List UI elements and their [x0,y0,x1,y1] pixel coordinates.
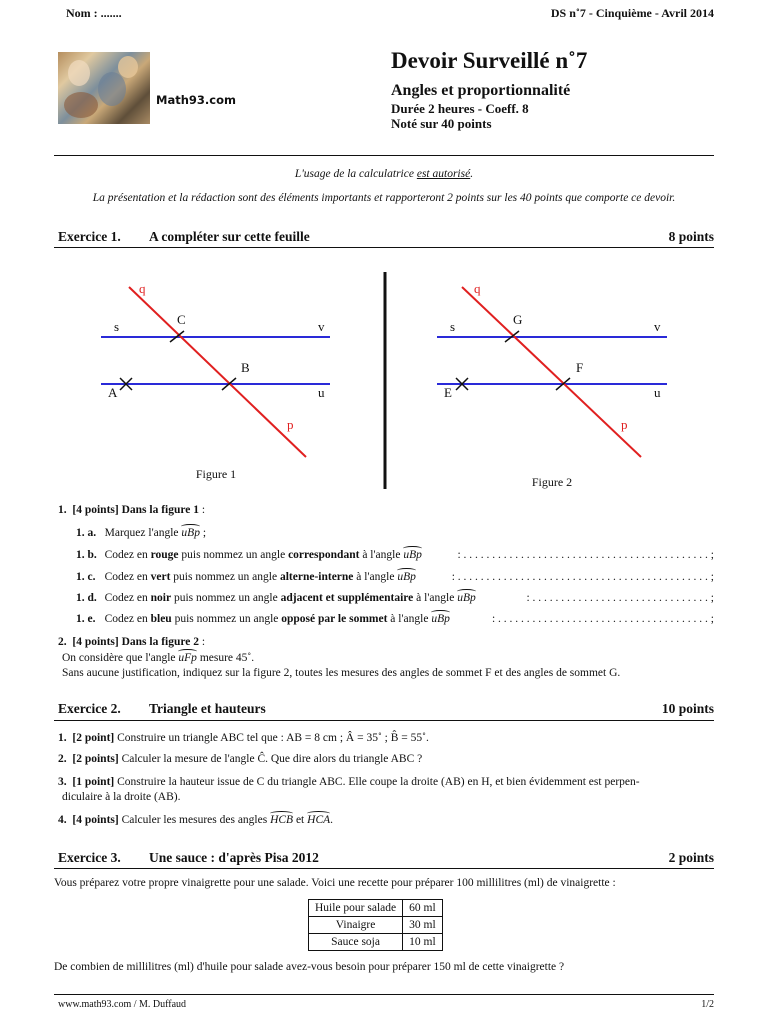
question2-header-suffix: : [199,636,206,648]
question1d-text: Codez en [104,592,151,604]
question2-line1-end: mesure 45˚. [196,652,255,664]
question1a [76,527,714,539]
exercise2-rule [54,720,714,721]
question1d-angle: uBp [457,592,476,604]
recipe-quantity: 60 ml [403,900,443,917]
exercise2-item4-text: Calculer les mesures des angles [118,814,271,826]
exam-duration: Durée 2 heures - Coeff. 8 [391,101,529,116]
exercise1-number: Exercice 1. [58,229,121,244]
exercise2-item3-number: 3. [58,776,67,788]
figure2-line-qp [462,287,641,457]
figure1-diagram [101,281,330,481]
exercise2-item1-text: Construire un triangle ABC tel que : AB = 8 cm ; Â = 35˚ ; B̂ = 55˚. [114,732,429,744]
figure2-label-s: s [450,319,456,334]
question1e-text3: à l'angle [387,613,432,625]
calculator-notice-end: . [470,168,474,180]
exercise2-item4-end: . [330,814,334,826]
question1a-label: 1. a. [76,527,97,539]
exercise2-item4-mid: et [293,814,308,826]
exercise3-intro: Vous préparez votre propre vinaigrette pour une salade. Voici une recette pour préparer 100 millilitres (ml) de vinaigrette : [54,877,616,889]
question2-line1 [62,652,254,664]
question1b-text: Codez en [104,549,151,561]
figure1-label-c: C [177,312,186,327]
exercise3-points: 2 points [668,850,714,865]
question1c-text3: à l'angle [353,571,398,583]
exercise2-item3-text: Construire la hauteur issue de C du triangle ABC. Elle coupe la droite (AB) en H, et bien évidemment est perpen- [114,776,640,788]
question1e-text2: puis nommez un angle [171,613,282,625]
question1d-answer-blank: : . . . . . . . . . . . . . . . . . . . . . . . . . . . . . . . ; [526,592,714,604]
question1b-color: rouge [150,549,179,561]
exercise2-item1-points: [2 point] [72,732,115,744]
question1d [76,592,714,604]
exercise1-question2 [58,636,714,648]
exercise2-item2 [58,753,714,765]
question1a-end: ; [199,527,207,539]
exercise2-item2-text: Calculer la mesure de l'angle Ĉ. Que dire alors du triangle ABC ? [118,753,423,765]
recipe-ingredient: Huile pour salade [309,900,403,917]
question1c-color: vert [150,571,171,583]
exercise3-rule [54,868,714,869]
exercise2-item4 [58,814,714,826]
exercise2-item1 [58,732,714,744]
exam-reference: DS n˚7 - Cinquième - Avril 2014 [550,6,714,20]
page-number: 1/2 [701,999,714,1010]
page-subtitle: Angles et proportionnalité [391,82,571,99]
exercise2-points: 10 points [661,701,714,716]
calculator-allowed-text: est autorisé [416,168,471,180]
figure1-label-b: B [241,360,250,375]
footer-credit: www.math93.com / M. Duffaud [58,999,187,1010]
recipe-quantity: 10 ml [403,934,443,951]
logo-text: Math93.com [156,93,236,107]
question1c-angle-type: alterne-interne [279,571,354,583]
question1e-color: bleu [150,613,172,625]
figure2-diagram [437,281,667,489]
presentation-notice: La présentation et la rédaction sont des éléments importants et rapporteront 2 points sur les 40 points que comporte ce devoir. [92,192,676,204]
table-row [309,900,443,917]
figure1-label-q: q [139,281,146,296]
question1d-color: noir [150,592,172,604]
exercise1-title: A compléter sur cette feuille [149,229,310,244]
exercise3-header [58,850,714,866]
figure2-label-p: p [621,417,628,432]
figure2-label-u: u [654,385,661,400]
question1b-answer-blank: : . . . . . . . . . . . . . . . . . . . . . . . . . . . . . . . . . . . . . . . . . . . ; [457,549,714,561]
exercise1-question1 [58,504,714,516]
figure2-label-g: G [513,312,523,327]
header-divider [54,155,714,156]
figure1-label-u: u [318,385,325,400]
exercise2-item4-number: 4. [58,814,67,826]
question2-number: 2. [58,636,67,648]
question1e [76,613,714,625]
exercise2-item4-angle1: HCB [270,814,294,826]
question1-number: 1. [58,504,67,516]
exercise3-question: De combien de millilitres (ml) d'huile pour salade avez-vous besoin pour préparer 150 ml de cette vinaigrette ? [54,961,565,973]
exercise2-item3-continued: diculaire à la droite (AB). [62,791,181,803]
exercise1-header [58,229,714,245]
figure1-caption: Figure 1 [195,467,237,481]
exercise2-item4-angle2: HCA [307,814,331,826]
recipe-ingredient: Sauce soja [309,934,403,951]
question1a-angle: uBp [181,527,200,539]
exercise2-title: Triangle et hauteurs [149,701,266,716]
question1b-text2: puis nommez un angle [178,549,289,561]
question1e-angle-type: opposé par le sommet [281,613,388,625]
exam-grading: Noté sur 40 points [391,116,492,131]
exercise3-number: Exercice 3. [58,850,121,865]
question1b-label: 1. b. [76,549,97,561]
question2-header: [4 points] Dans la figure 2 [72,636,199,648]
figure1-label-a: A [108,385,118,400]
exercise1-figures [0,260,768,500]
exercise2-item4-points: [4 points] [72,814,119,826]
math93-logo [58,52,238,126]
exercise2-item2-number: 2. [58,753,67,765]
question1e-text: Codez en [104,613,151,625]
exercise1-points: 8 points [668,229,714,244]
question1d-text2: puis nommez un angle [171,592,281,604]
question1b-angle-type: correspondant [288,549,360,561]
calculator-notice-text: L'usage de la calculatrice [294,168,417,180]
question1e-label: 1. e. [76,613,96,625]
exercise2-item2-points: [2 points] [72,753,119,765]
question1d-text3: à l'angle [413,592,458,604]
question2-line1-text: On considère que l'angle [62,652,179,664]
question1b-angle: uBp [403,549,422,561]
table-row [309,917,443,934]
question1c-text: Codez en [104,571,151,583]
question2-angle: uFp [178,652,197,664]
exercise3-title: Une sauce : d'après Pisa 2012 [149,850,319,865]
figure2-label-q: q [474,281,481,296]
calculator-notice [54,168,714,180]
question1b [76,549,714,561]
figure1-label-p: p [287,417,294,432]
page-title: Devoir Surveillé n˚7 [391,48,588,73]
exercise2-item3-points: [1 point] [72,776,115,788]
exercise2-item1-number: 1. [58,732,67,744]
figure2-caption: Figure 2 [531,475,573,489]
question1-header-suffix: : [199,504,206,516]
question1d-label: 1. d. [76,592,97,604]
question1-header: [4 points] Dans la figure 1 [72,504,199,516]
question1b-text3: à l'angle [359,549,404,561]
exercise2-item3 [58,776,714,788]
figure2-label-e: E [444,385,452,400]
question2-line2: Sans aucune justification, indiquez sur la figure 2, toutes les mesures des angles de sommet F et des angles de sommet G. [62,667,621,679]
figure1-label-v: v [318,319,325,334]
question1d-angle-type: adjacent et supplémentaire [280,592,414,604]
exercise1-rule [54,247,714,248]
question1e-answer-blank: : . . . . . . . . . . . . . . . . . . . . . . . . . . . . . . . . . . . . . ; [491,613,714,625]
logo-painting-image [58,52,150,124]
question1c-label: 1. c. [76,571,96,583]
question1c-angle: uBp [397,571,416,583]
question1e-angle: uBp [431,613,450,625]
footer-divider [54,994,714,995]
figure2-label-f: F [576,360,584,375]
question1c [76,571,714,583]
question1c-text2: puis nommez un angle [170,571,280,583]
question1a-text: Marquez l'angle [104,527,182,539]
figure1-label-s: s [114,319,120,334]
student-name-field: Nom : ....... [66,6,122,20]
figure2-label-v: v [654,319,661,334]
figure1-line-qp [129,287,306,457]
recipe-ingredient: Vinaigre [309,917,403,934]
recipe-table [308,899,443,951]
recipe-quantity: 30 ml [403,917,443,934]
exercise2-number: Exercice 2. [58,701,121,716]
exercise2-header [58,701,714,717]
table-row [309,934,443,951]
question1c-answer-blank: : . . . . . . . . . . . . . . . . . . . . . . . . . . . . . . . . . . . . . . . . . . . . ; [451,571,714,583]
